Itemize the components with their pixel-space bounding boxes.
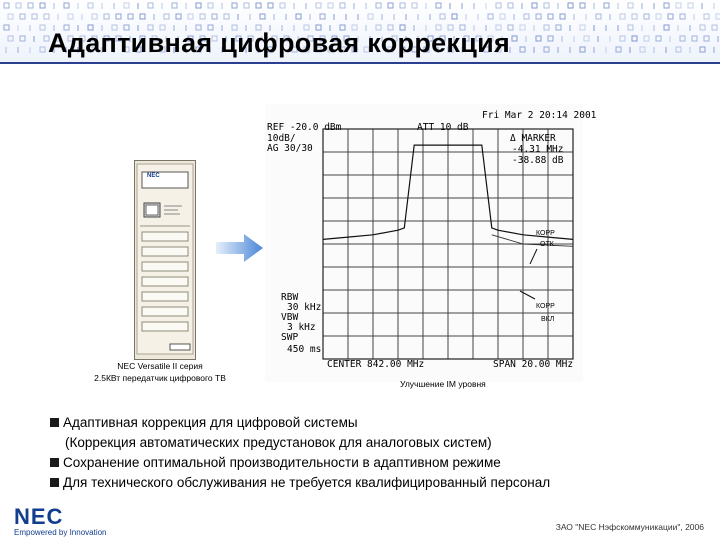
copyright-text: ЗАО "NEC Нэфскоммуникации", 2006 — [555, 522, 704, 532]
binary-bit — [632, 36, 637, 41]
scale-per-div: 10dB/ — [267, 133, 296, 144]
binary-bit — [208, 3, 213, 8]
binary-bit — [556, 25, 561, 30]
binary-bit — [124, 3, 129, 8]
binary-bit — [20, 36, 25, 41]
binary-bit — [548, 14, 553, 19]
binary-bit — [580, 25, 585, 30]
binary-bit — [580, 3, 585, 8]
binary-bit — [640, 47, 645, 52]
binary-bit — [692, 36, 697, 41]
right-arrow-icon — [216, 233, 264, 263]
binary-bit — [628, 3, 633, 8]
binary-bit — [436, 3, 441, 8]
binary-bit — [568, 3, 573, 8]
binary-bit — [368, 14, 373, 19]
binary-bit — [620, 36, 625, 41]
binary-bit — [548, 36, 553, 41]
transmitter-cabinet-image — [134, 160, 196, 360]
square-bullet-icon — [50, 458, 59, 467]
binary-bit — [508, 3, 513, 8]
binary-bit — [4, 3, 9, 8]
binary-bit — [544, 47, 549, 52]
rbw-label: RBW — [281, 292, 299, 303]
binary-bit — [244, 3, 249, 8]
binary-bit — [116, 14, 121, 19]
binary-bit — [544, 25, 549, 30]
binary-bit — [8, 14, 13, 19]
binary-bit — [544, 3, 549, 8]
binary-bit — [224, 14, 229, 19]
binary-bit — [700, 47, 705, 52]
binary-bit — [232, 3, 237, 8]
label-correction-off-1: КОРР — [536, 230, 555, 237]
binary-bit — [164, 14, 169, 19]
binary-bit — [412, 3, 417, 8]
nec-logo — [14, 504, 107, 537]
binary-bit — [584, 36, 589, 41]
binary-bit — [340, 3, 345, 8]
span-frequency: SPAN 20.00 MHz — [493, 359, 574, 370]
bullet-item: Для технического обслуживания не требуется квалифицированный персонал — [50, 473, 700, 493]
binary-bit — [560, 14, 565, 19]
bullet-subitem: (Коррекция автоматических предустановок для аналоговых систем) — [65, 435, 492, 450]
binary-bit — [628, 25, 633, 30]
binary-bit — [668, 14, 673, 19]
binary-bit — [536, 14, 541, 19]
binary-bit — [64, 3, 69, 8]
binary-bit — [512, 36, 517, 41]
cabinet-module-slot — [142, 322, 188, 331]
attenuation: ATT 10 dB — [417, 122, 469, 133]
binary-bit — [316, 3, 321, 8]
cabinet-module-slot — [142, 247, 188, 256]
binary-bit — [172, 3, 177, 8]
binary-bit — [92, 14, 97, 19]
center-frequency: CENTER 842.00 MHz — [327, 359, 425, 370]
square-bullet-icon — [50, 478, 59, 487]
page-title: Адаптивная цифровая коррекция — [48, 28, 511, 58]
binary-bit — [676, 47, 681, 52]
cabinet-module-slot — [142, 277, 188, 286]
label-correction-on-2: ВКЛ — [541, 316, 555, 323]
binary-bit — [260, 14, 265, 19]
cabinet-brand-label: NEC — [147, 173, 160, 179]
sweep-value: 450 ms — [287, 344, 322, 355]
binary-bit — [32, 14, 37, 19]
binary-bit — [8, 36, 13, 41]
binary-bit — [328, 3, 333, 8]
header-banner — [0, 0, 720, 62]
bullet-list — [50, 413, 700, 493]
binary-bit — [440, 14, 445, 19]
averaging: AG 30/30 — [267, 143, 313, 154]
binary-bit — [644, 14, 649, 19]
binary-bit — [16, 3, 21, 8]
binary-bit — [496, 3, 501, 8]
binary-bit — [680, 14, 685, 19]
binary-bit — [664, 3, 669, 8]
cabinet-module-slot — [142, 262, 188, 271]
binary-bit — [20, 14, 25, 19]
binary-bit — [4, 25, 9, 30]
binary-bit — [40, 25, 45, 30]
spectrum-analyzer-screen — [265, 104, 597, 382]
logo-tagline: Empowered by Innovation — [14, 528, 107, 537]
binary-bit — [320, 14, 325, 19]
logo-wordmark: NEC — [14, 504, 64, 529]
binary-bit — [88, 3, 93, 8]
binary-bit — [376, 3, 381, 8]
rbw-value: 30 kHz — [287, 302, 322, 313]
bullet-item: Адаптивная коррекция для цифровой системы — [50, 413, 700, 433]
marker-level: -38.88 dB — [512, 155, 564, 166]
transmitter-caption — [60, 360, 260, 384]
ref-level: REF -20.0 dBm — [267, 122, 342, 133]
binary-bit — [452, 14, 457, 19]
binary-bit — [716, 14, 720, 19]
binary-bit — [656, 36, 661, 41]
binary-bit — [140, 14, 145, 19]
sweep-label: SWP — [281, 332, 299, 343]
binary-bit — [520, 47, 525, 52]
binary-bit — [632, 14, 637, 19]
binary-bit — [28, 3, 33, 8]
label-correction-on-1: КОРР — [536, 303, 555, 310]
binary-bit — [128, 14, 133, 19]
binary-bit — [604, 3, 609, 8]
header-divider — [0, 62, 720, 64]
binary-bit — [40, 47, 45, 52]
binary-bit — [68, 14, 73, 19]
binary-bit — [536, 36, 541, 41]
binary-bit — [268, 3, 273, 8]
binary-bit — [620, 14, 625, 19]
binary-bit — [704, 14, 709, 19]
binary-bit — [488, 14, 493, 19]
binary-bit — [704, 36, 709, 41]
binary-bit — [524, 14, 529, 19]
binary-bit — [532, 3, 537, 8]
binary-bit — [200, 14, 205, 19]
binary-bit — [296, 14, 301, 19]
binary-bit — [280, 3, 285, 8]
vbw-value: 3 kHz — [287, 322, 316, 333]
bullet-item: Сохранение оптимальной производительности в адаптивном режиме — [50, 453, 700, 473]
cabinet-module-slot — [142, 232, 188, 241]
binary-bit — [44, 14, 49, 19]
binary-bit — [388, 3, 393, 8]
binary-bit — [104, 14, 109, 19]
binary-bit — [644, 36, 649, 41]
label-correction-off-2: ОТК — [540, 241, 554, 248]
binary-bit — [596, 14, 601, 19]
binary-bit — [176, 14, 181, 19]
transmitter-caption-line2: 2.5КВт передатчик цифрового ТВ — [94, 373, 226, 383]
vbw-label: VBW — [281, 312, 299, 323]
binary-bit — [500, 14, 505, 19]
binary-bit — [40, 3, 45, 8]
binary-bit — [256, 3, 261, 8]
binary-bit — [196, 3, 201, 8]
binary-bit — [680, 36, 685, 41]
binary-bit — [676, 3, 681, 8]
binary-bit — [712, 25, 717, 30]
marker-title: Δ MARKER — [510, 133, 556, 144]
binary-bit — [580, 47, 585, 52]
cabinet-module-slot — [142, 307, 188, 316]
binary-bit — [212, 14, 217, 19]
binary-bit — [148, 3, 153, 8]
cabinet-module-slot — [142, 292, 188, 301]
binary-bit — [700, 25, 705, 30]
marker-frequency: -4.31 MHz — [512, 144, 564, 155]
scope-caption: Улучшение IM уровня — [400, 379, 486, 389]
binary-bit — [688, 3, 693, 8]
binary-bit — [520, 25, 525, 30]
square-bullet-icon — [50, 418, 59, 427]
binary-bit — [616, 47, 621, 52]
binary-bit — [664, 25, 669, 30]
transmitter-caption-line1: NEC Versatile II серия — [117, 361, 203, 371]
timestamp: Fri Mar 2 20:14 2001 — [482, 110, 597, 121]
binary-bit — [400, 3, 405, 8]
binary-bit — [188, 14, 193, 19]
binary-bit — [656, 14, 661, 19]
